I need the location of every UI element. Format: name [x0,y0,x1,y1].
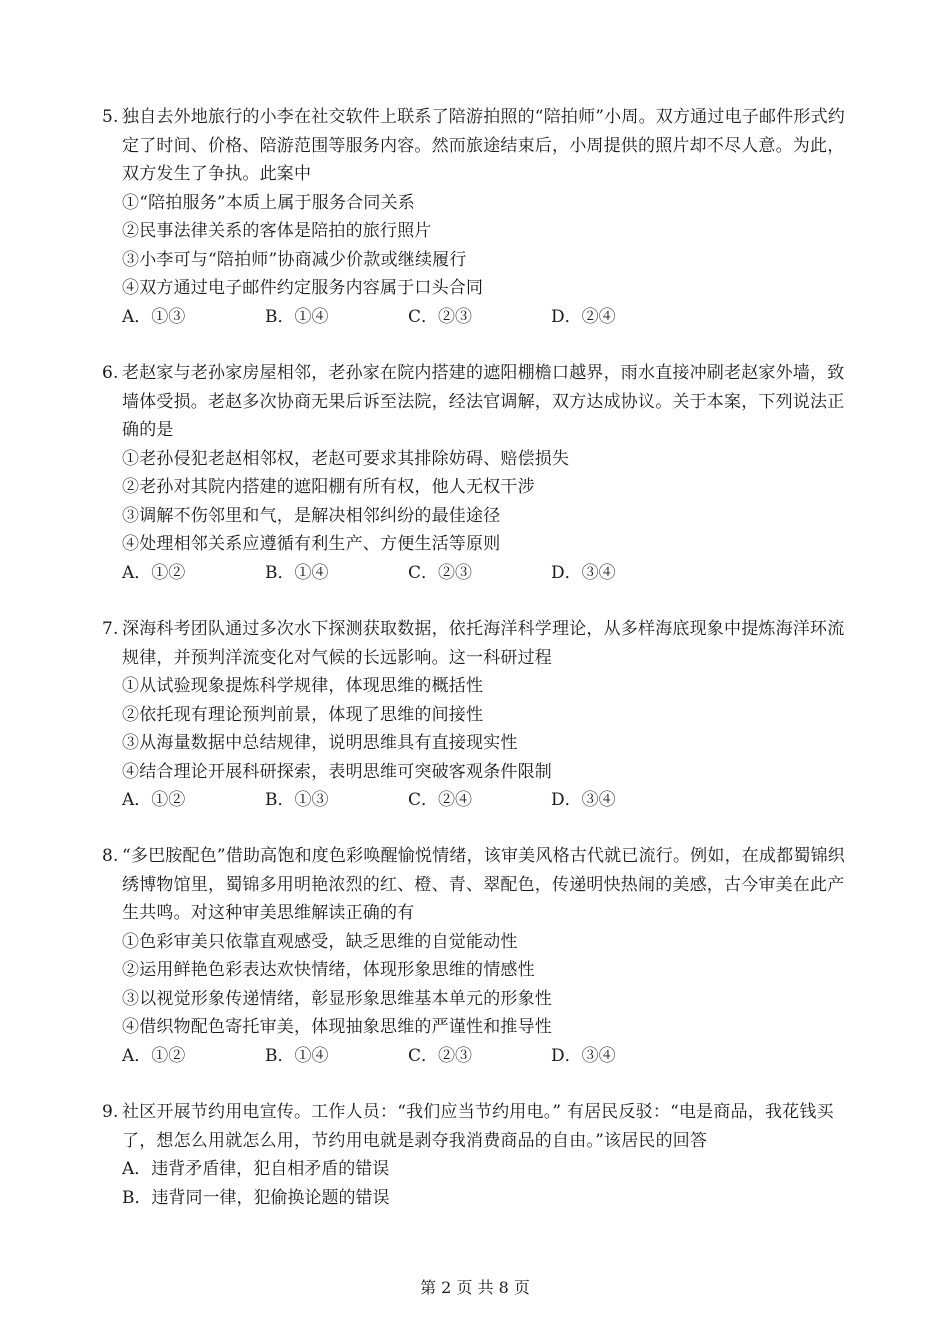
choice-b: B．①④ [265,1045,329,1066]
question-stem [102,103,854,189]
question-9 [102,1098,854,1212]
page-footer: 第 2 页 共 8 页 [420,1278,530,1297]
choice-d: D．③④ [551,790,616,810]
statement-item: ③以视觉形象传递情绪，彰显形象思维基本单元的形象性 [122,988,552,1009]
choice-c: C．②④ [408,790,473,810]
statement-item: ②运用鲜艳色彩表达欢快情绪，体现形象思维的情感性 [122,960,535,980]
statement-item: ①从试验现象提炼科学规律，体现思维的概括性 [122,676,484,696]
question-text: 老赵家与老孙家房屋相邻，老孙家在院内搭建的遮阳棚檐口越界，雨水直接冲刷老赵家外墙，致墙体受损。老赵多次协商无果后诉至法院，经法官调解，双方达成协议。关于本案，下列说法正确的是 [122,363,845,440]
choice-b: B．违背同一律，犯偷换论题的错误 [122,1187,390,1208]
answer-choices [102,786,854,815]
question-stem [102,842,854,928]
question-text: 独自去外地旅行的小李在社交软件上联系了陪游拍照的“陪拍师”小周。双方通过电子邮件形式约定了时间、价格、陪游范围等服务内容。然而旅途结束后，小周提供的照片却不尽人意。为此，双方发生了争执。此案中 [122,107,845,184]
choice-b: B．①④ [265,306,329,327]
question-number: 9. [102,1102,119,1122]
question-stem [102,359,854,445]
question-stem [102,1098,854,1155]
question-7 [102,615,854,815]
choice-d: D．③④ [551,1045,616,1066]
statement-item: ②老孙对其院内搭建的遮阳棚有所有权，他人无权干涉 [122,477,535,497]
question-number: 8. [102,846,119,866]
question-text: 深海科考团队通过多次水下探测获取数据，依托海洋科学理论，从多样海底现象中提炼海洋环流规律，并预判洋流变化对气候的长远影响。这一科研过程 [122,619,845,668]
statement-item: ①老孙侵犯老赵相邻权，老赵可要求其排除妨碍、赔偿损失 [122,448,570,469]
choice-b: B．①③ [265,790,329,810]
choice-a: A．①② [122,1045,186,1066]
statement-item: ①色彩审美只依靠直观感受，缺乏思维的自觉能动性 [122,931,518,952]
answer-choices [102,1042,854,1071]
choice-c: C．②③ [408,1045,473,1066]
question-5 [102,103,854,331]
statement-item: ④借织物配色寄托审美，体现抽象思维的严谨性和推导性 [122,1017,552,1037]
statement-item: ③调解不伤邻里和气，是解决相邻纠纷的最佳途径 [122,505,501,526]
choice-a: A．①② [122,790,186,810]
question-6 [102,359,854,587]
answer-choices [102,559,854,588]
statement-item: ④处理相邻关系应遵循有利生产、方便生活等原则 [122,534,501,554]
statement-item: ②依托现有理论预判前景，体现了思维的间接性 [122,704,484,725]
question-stem [102,615,854,672]
statement-item: ④双方通过电子邮件约定服务内容属于口头合同 [122,278,484,298]
statement-item: ①“陪拍服务”本质上属于服务合同关系 [122,192,415,213]
choice-c: C．②③ [408,562,473,583]
choice-c: C．②③ [408,306,473,327]
question-number: 6. [102,363,119,383]
statement-item: ②民事法律关系的客体是陪拍的旅行照片 [122,221,432,241]
statement-item: ③从海量数据中总结规律，说明思维具有直接现实性 [122,733,518,753]
question-text: “多巴胺配色”借助高饱和度色彩唤醒愉悦情绪，该审美风格古代就已流行。例如，在成都蜀锦织绣博物馆里，蜀锦多用明艳浓烈的红、橙、青、翠配色，传递明快热闹的美感，古今审美在此产生共鸣。对这种审美思维解读正确的有 [122,846,845,923]
question-text: 社区开展节约用电宣传。工作人员：“我们应当节约用电。” 有居民反驳：“电是商品，我花钱买了，想怎么用就怎么用，节约用电就是剥夺我消费商品的自由。”该居民的回答 [122,1102,834,1151]
choice-a: A．①② [122,562,186,583]
statement-item: ③小李可与“陪拍师”协商减少价款或继续履行 [122,249,467,270]
question-8 [102,842,854,1070]
choice-a: A．①③ [122,306,186,327]
choice-d: D．②④ [551,306,616,327]
choice-b: B．①④ [265,562,329,583]
statement-item: ④结合理论开展科研探索，表明思维可突破客观条件限制 [122,761,552,782]
choice-a: A．违背矛盾律，犯自相矛盾的错误 [122,1159,390,1179]
question-number: 7. [102,619,119,639]
question-number: 5. [102,107,119,127]
choice-d: D．③④ [551,562,616,583]
answer-choices [102,303,854,332]
